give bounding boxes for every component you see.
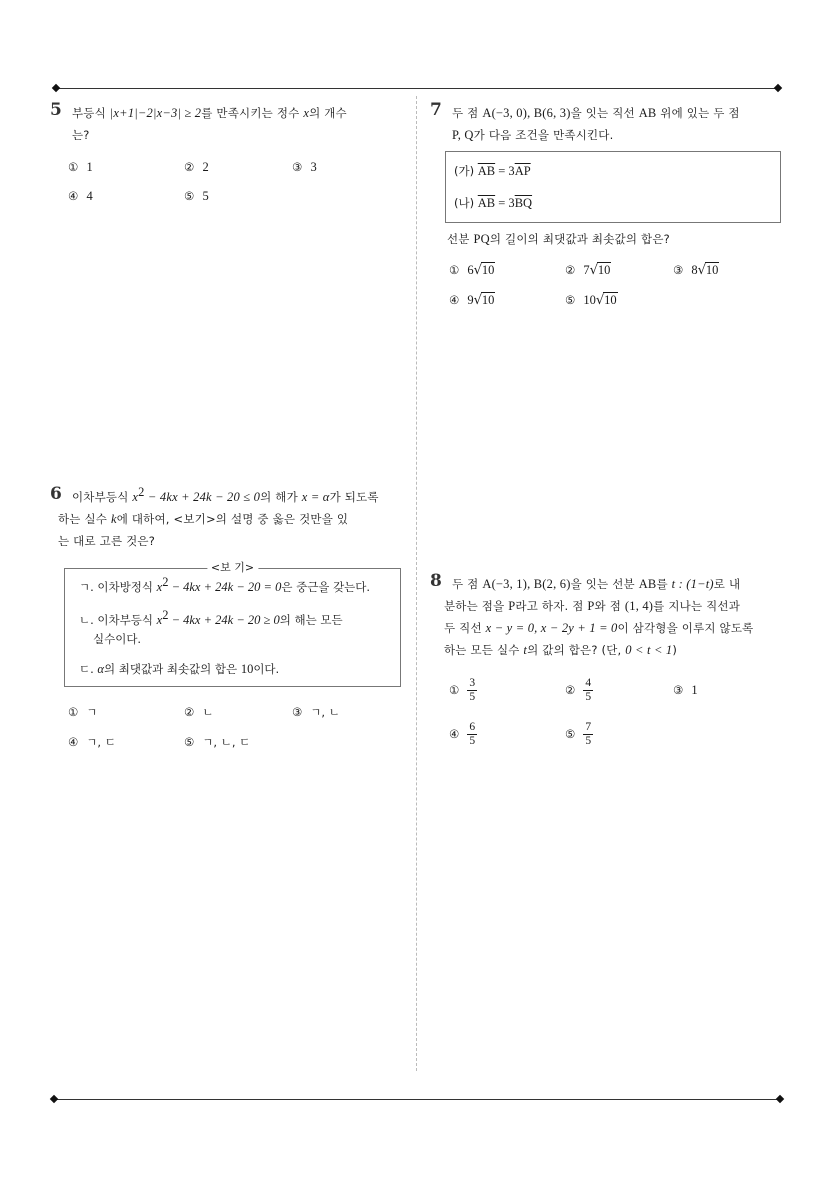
fraction: $\frac{3}{5}$ — [469, 677, 476, 703]
sqrt-icon: √10 — [595, 293, 617, 308]
question-number: 7 — [430, 100, 443, 120]
option-1[interactable]: ① $\frac{3}{5}$ — [449, 677, 476, 703]
question-6 — [50, 484, 402, 552]
option-1[interactable]: ① 1 — [68, 160, 93, 174]
bogi-item-2: ㄴ. 이차부등식 $x^2 - 4kx + 24k - 20 \ge 0$의 해는 모든 실수이다. — [79, 608, 343, 646]
q8-answer-options — [449, 677, 779, 757]
option-3[interactable]: ③ 1 — [673, 683, 698, 697]
column-divider — [416, 96, 417, 1071]
option-4[interactable]: ④ ㄱ, ㄷ — [68, 735, 116, 749]
top-left-diamond-icon — [52, 84, 60, 92]
question-text: 이차부등식 $x^2 - 4kx + 24k - 20 \le 0$의 해가 x = α가 되도록 하는 실수 k에 대하여, <보기>의 설명 중 옳은 것만을 있 는 대로 고른 것은? — [58, 485, 379, 548]
option-5[interactable]: ⑤ 10√10 — [565, 293, 617, 308]
fraction: $\frac{7}{5}$ — [585, 721, 592, 747]
question-7-prompt: 선분 PQ의 길이의 최댓값과 최솟값의 합은? — [447, 232, 670, 246]
question-5 — [50, 100, 402, 216]
question-number: 6 — [50, 484, 63, 504]
bogi-item-3: ㄷ. α의 최댓값과 최솟값의 합은 10이다. — [79, 662, 280, 676]
sqrt-icon: √10 — [697, 263, 719, 278]
option-4[interactable]: ④ 4 — [68, 189, 93, 203]
q7-answer-options — [449, 263, 779, 323]
condition-ga: (가) $\overline{AB} = 3\overline{AP}$ — [454, 164, 531, 178]
bogi-item-1: ㄱ. 이차방정식 $x^2 - 4kx + 24k - 20 = 0$은 중근을 갖는다. — [79, 575, 371, 594]
question-text: 두 점 A(−3, 1), B(2, 6)을 잇는 선분 AB를 t : (1−t)로 내 분하는 점을 P라고 하자. 점 P와 점 (1, 4)를 지나는 직선과 두 직선 x − y = 0, x − 2y + 1 = 0이 삼각형을 이루지 않도록 하는 모든 실수 t의 값의 합은? (단, 0 < t < 1) — [444, 577, 754, 657]
condition-box — [445, 151, 781, 223]
bogi-title: <보 기> — [207, 561, 258, 575]
option-5[interactable]: ⑤ 5 — [184, 189, 209, 203]
option-2[interactable]: ② 2 — [184, 160, 209, 174]
sqrt-icon: √10 — [473, 263, 495, 278]
option-4[interactable]: ④ $\frac{6}{5}$ — [449, 721, 476, 747]
option-4[interactable]: ④ 9√10 — [449, 293, 495, 308]
option-1[interactable]: ① ㄱ — [68, 705, 98, 719]
math-expression: |x+1|−2|x−3| ≥ 2 — [109, 106, 202, 120]
option-2[interactable]: ② 7√10 — [565, 263, 611, 278]
question-8 — [430, 571, 782, 661]
sqrt-icon: √10 — [589, 263, 611, 278]
bogi-box — [64, 561, 401, 687]
question-text: 두 점 A(−3, 0), B(6, 3)을 잇는 직선 AB 위에 있는 두 점 P, Q가 다음 조건을 만족시킨다. — [452, 106, 740, 142]
answer-options — [68, 156, 402, 216]
condition-na: (나) $\overline{AB} = 3\overline{BQ}$ — [454, 196, 533, 210]
question-7 — [430, 100, 782, 146]
question-number: 5 — [50, 100, 63, 120]
option-2[interactable]: ② $\frac{4}{5}$ — [565, 677, 592, 703]
fraction: $\frac{6}{5}$ — [469, 721, 476, 747]
option-5[interactable]: ⑤ ㄱ, ㄴ, ㄷ — [184, 735, 251, 749]
question-text: 부등식 |x+1|−2|x−3| ≥ 2를 만족시키는 정수 x의 개수 는? — [72, 106, 347, 142]
option-3[interactable]: ③ 3 — [292, 160, 317, 174]
option-1[interactable]: ① 6√10 — [449, 263, 495, 278]
fraction: $\frac{4}{5}$ — [585, 677, 592, 703]
top-right-diamond-icon — [774, 84, 782, 92]
bottom-rule — [54, 1099, 780, 1100]
option-2[interactable]: ② ㄴ — [184, 705, 214, 719]
option-5[interactable]: ⑤ $\frac{7}{5}$ — [565, 721, 592, 747]
sqrt-icon: √10 — [473, 293, 495, 308]
bottom-left-diamond-icon — [50, 1095, 58, 1103]
question-number: 8 — [430, 571, 443, 591]
option-3[interactable]: ③ ㄱ, ㄴ — [292, 705, 340, 719]
q6-answer-options — [68, 704, 398, 764]
bottom-right-diamond-icon — [776, 1095, 784, 1103]
option-3[interactable]: ③ 8√10 — [673, 263, 719, 278]
top-rule — [56, 88, 778, 89]
